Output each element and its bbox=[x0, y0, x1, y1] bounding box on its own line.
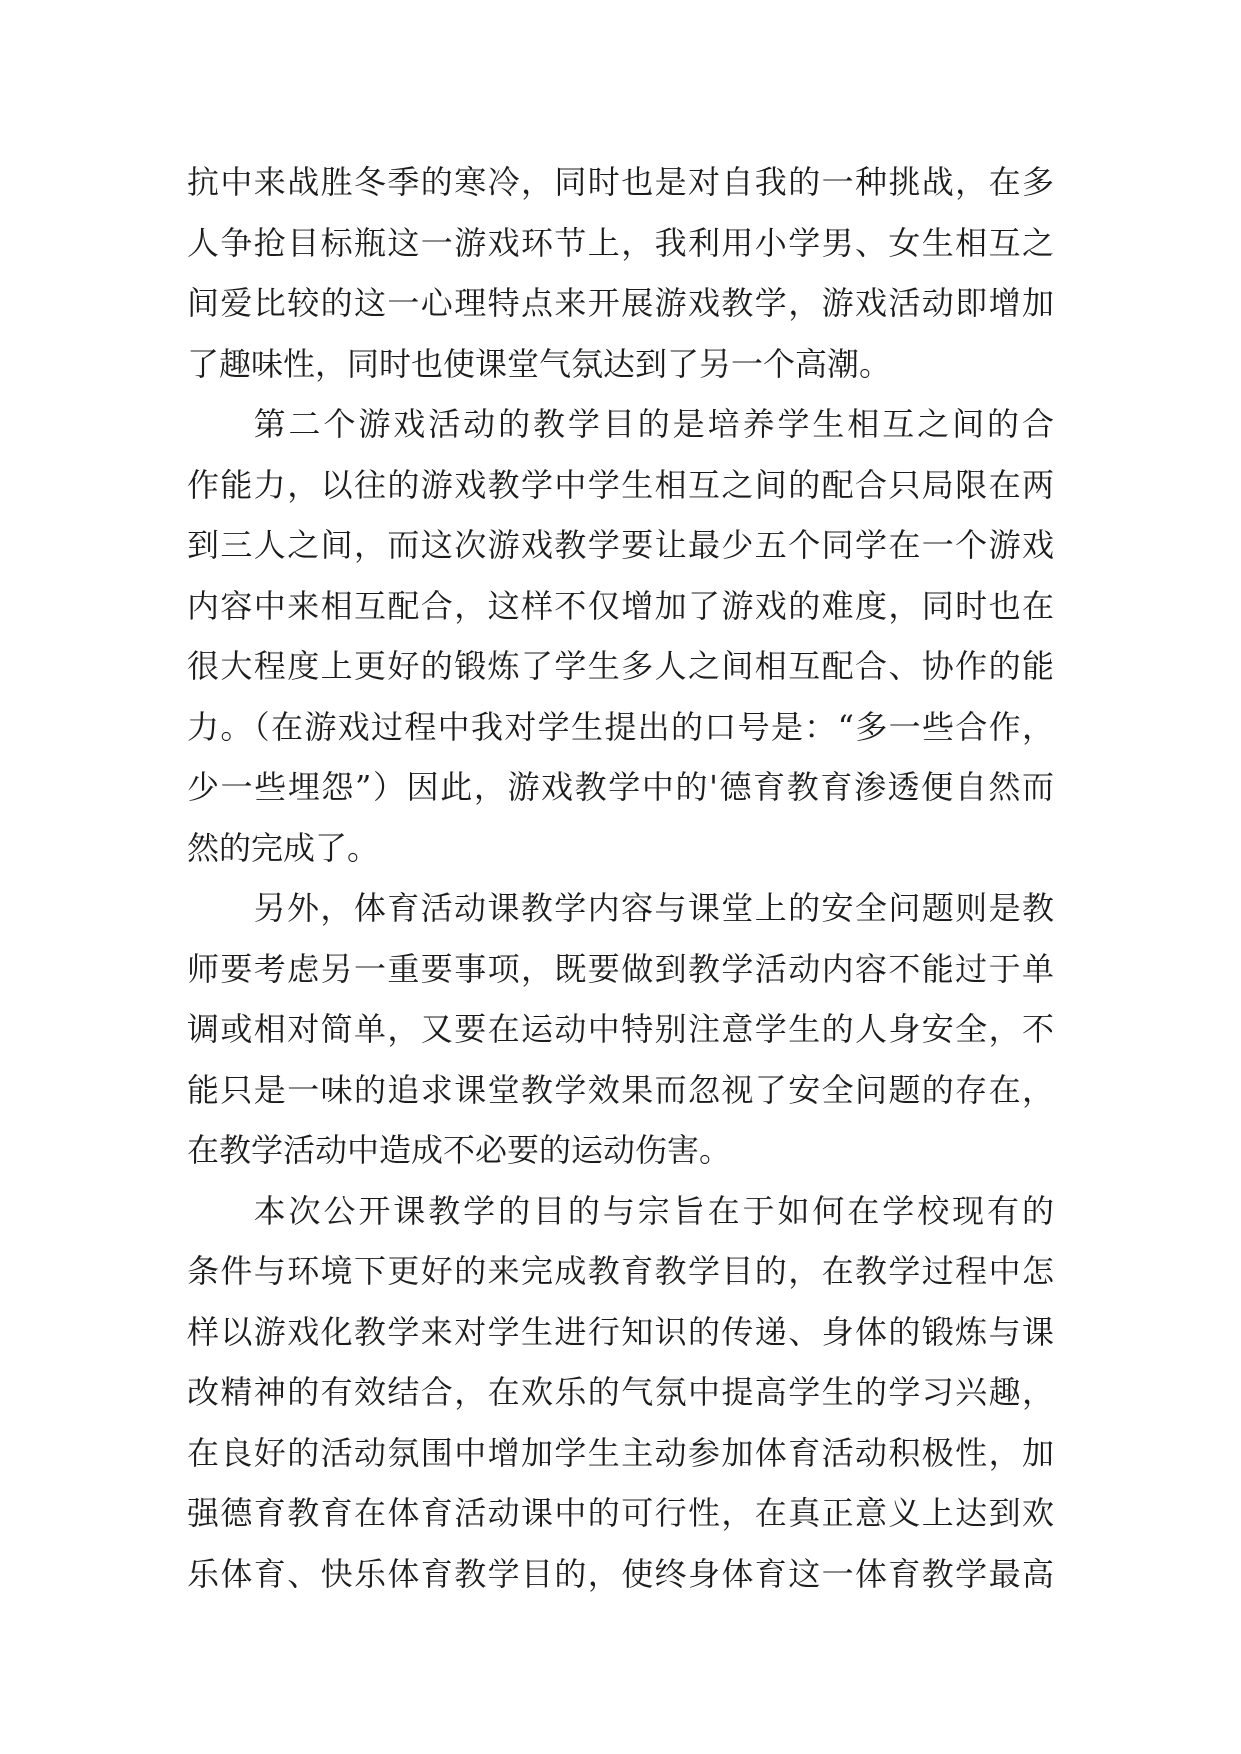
text-line-content: 样以游戏化教学来对学生进行知识的传递、身体的锻炼与课 bbox=[187, 1312, 1056, 1351]
text-line bbox=[187, 1060, 1054, 1121]
text-line bbox=[187, 515, 1054, 576]
text-line bbox=[187, 1544, 1054, 1605]
text-line-content: 到三人之间，而这次游戏教学要让最少五个同学在一个游戏 bbox=[187, 526, 1056, 564]
text-line bbox=[187, 878, 1054, 939]
text-line-content: 强德育教育在体育活动课中的可行性，在真正意义上达到欢 bbox=[187, 1494, 1056, 1532]
paragraph bbox=[187, 878, 1054, 1181]
text-line-content: 作能力，以往的游戏教学中学生相互之间的配合只局限在两 bbox=[187, 465, 1056, 504]
document-body bbox=[187, 152, 1057, 1604]
text-line-content: 能只是一味的追求课堂教学效果而忽视了安全问题的存在， bbox=[187, 1070, 1056, 1109]
paragraph bbox=[187, 1181, 1057, 1605]
text-line bbox=[187, 576, 1054, 637]
text-line-content: 少一些埋怨”）因此，游戏教学中的'德育教育渗透便自然而 bbox=[187, 768, 1056, 806]
text-line-content: 人争抢目标瓶这一游戏环节上，我利用小学男、女生相互之 bbox=[187, 223, 1056, 262]
text-line bbox=[187, 697, 1054, 758]
text-line-content: 调或相对简单，又要在运动中特别注意学生的人身安全，不 bbox=[187, 1010, 1056, 1048]
text-line-content: 另外，体育活动课教学内容与课堂上的安全问题则是教 bbox=[253, 889, 1056, 927]
text-line-content: 力。（在游戏过程中我对学生提出的口号是：“多一些合作， bbox=[187, 707, 1056, 746]
text-line-content: 在教学活动中造成不必要的运动伤害。 bbox=[187, 1131, 732, 1169]
text-line bbox=[187, 152, 1054, 213]
text-line bbox=[187, 1302, 1054, 1363]
text-line bbox=[187, 818, 1054, 879]
text-line-content: 条件与环境下更好的来完成教育教学目的，在教学过程中怎 bbox=[187, 1252, 1056, 1290]
paragraph bbox=[187, 394, 1057, 878]
text-line bbox=[187, 394, 1057, 455]
text-line bbox=[187, 1181, 1057, 1242]
text-line-content: 了趣味性，同时也使课堂气氛达到了另一个高潮。 bbox=[187, 344, 892, 383]
text-line bbox=[187, 1483, 1054, 1544]
paragraph bbox=[187, 152, 1054, 394]
text-line-content: 在良好的活动氛围中增加学生主动参加体育活动积极性，加 bbox=[187, 1433, 1056, 1472]
text-line bbox=[187, 1362, 1054, 1423]
text-line-content: 改精神的有效结合，在欢乐的气氛中提高学生的学习兴趣， bbox=[187, 1373, 1056, 1411]
text-line bbox=[187, 1120, 1054, 1181]
text-line bbox=[187, 273, 1054, 334]
text-line bbox=[187, 455, 1054, 516]
text-line bbox=[187, 1241, 1054, 1302]
text-line bbox=[187, 757, 1054, 818]
text-line-content: 内容中来相互配合，这样不仅增加了游戏的难度，同时也在 bbox=[187, 586, 1056, 625]
text-line bbox=[187, 636, 1054, 697]
text-line-content: 第二个游戏活动的教学目的是培养学生相互之间的合 bbox=[253, 405, 1057, 443]
text-line bbox=[187, 1423, 1054, 1484]
text-line-content: 然的完成了。 bbox=[187, 828, 380, 867]
text-line bbox=[187, 999, 1054, 1060]
text-line-content: 抗中来战胜冬季的寒冷，同时也是对自我的一种挑战，在多 bbox=[187, 163, 1056, 201]
text-line-content: 乐体育、快乐体育教学目的，使终身体育这一体育教学最高 bbox=[187, 1554, 1056, 1593]
text-line-content: 本次公开课教学的目的与宗旨在于如何在学校现有的 bbox=[253, 1191, 1057, 1230]
text-line bbox=[187, 939, 1054, 1000]
text-line-content: 很大程度上更好的锻炼了学生多人之间相互配合、协作的能 bbox=[187, 647, 1056, 685]
text-line bbox=[187, 334, 1054, 395]
text-line-content: 师要考虑另一重要事项，既要做到教学活动内容不能过于单 bbox=[187, 949, 1056, 988]
text-line bbox=[187, 213, 1054, 274]
text-line-content: 间爱比较的这一心理特点来开展游戏教学，游戏活动即增加 bbox=[187, 284, 1056, 322]
